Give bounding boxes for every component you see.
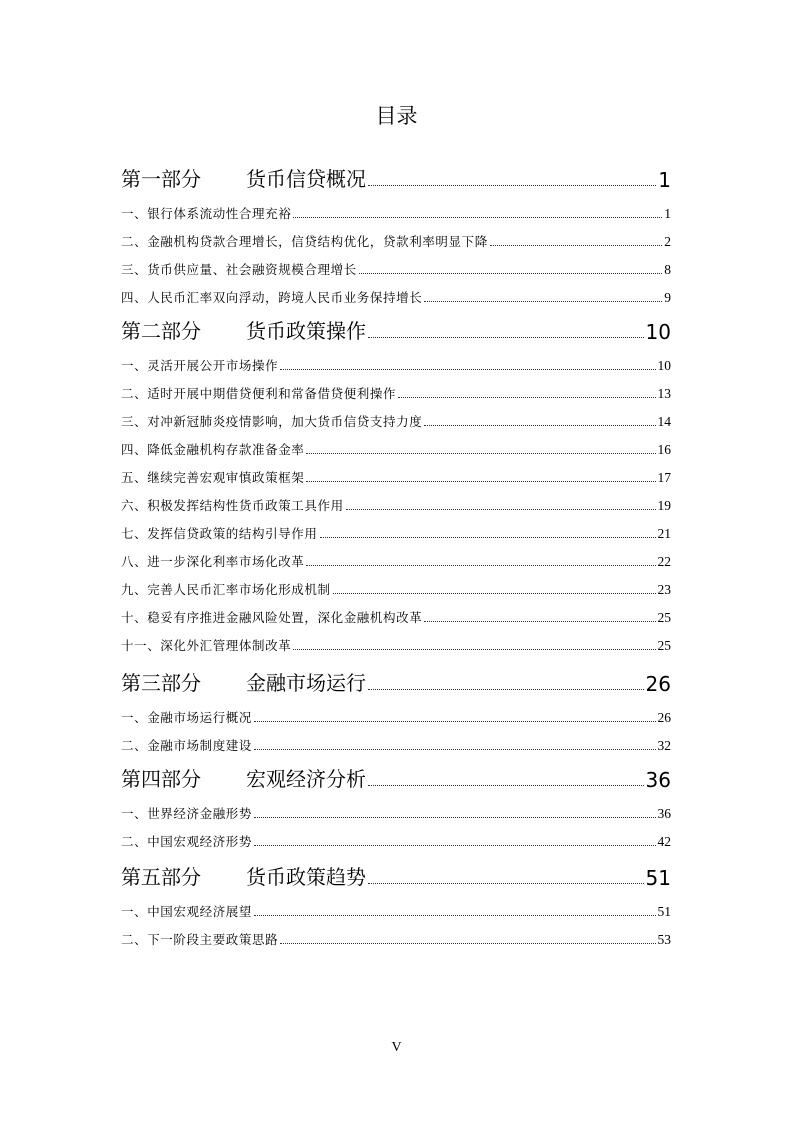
toc-item-label: 一、银行体系流动性合理充裕: [121, 206, 292, 221]
toc-item-entry[interactable]: [121, 802, 671, 822]
toc-part-title: 货币信贷概况: [246, 167, 366, 191]
toc-page-number: 36: [645, 768, 671, 792]
toc-part-entry[interactable]: [121, 760, 671, 792]
toc-item-label: 二、金融市场制度建设: [121, 738, 253, 753]
toc-item-label: 十、稳妥有序推进金融风险处置，深化金融机构改革: [121, 610, 423, 625]
toc-item-entry[interactable]: [121, 606, 671, 626]
dot-leader: [280, 369, 655, 370]
toc-part-label: [121, 163, 366, 192]
toc-item-entry[interactable]: [121, 734, 671, 754]
toc-page-number: 1: [664, 206, 671, 221]
toc-page-number: 36: [657, 806, 671, 821]
toc-part-number: 第一部分: [121, 167, 201, 191]
dot-leader: [254, 749, 655, 750]
page-number: V: [391, 1040, 402, 1055]
toc-item-entry[interactable]: [121, 900, 671, 920]
toc-page-number: 9: [664, 290, 671, 305]
toc-item-entry[interactable]: [121, 202, 671, 222]
toc-item-entry[interactable]: [121, 286, 671, 306]
toc-page-number: 51: [645, 866, 671, 890]
dot-leader: [490, 245, 662, 246]
dot-leader: [333, 593, 656, 594]
dot-leader: [424, 621, 655, 622]
dot-leader: [368, 785, 644, 786]
toc-item-label: 二、金融机构贷款合理增长，信贷结构优化，贷款利率明显下降: [121, 234, 488, 249]
toc-part-entry[interactable]: [121, 312, 671, 344]
toc-item-entry[interactable]: [121, 928, 671, 948]
dot-leader: [359, 273, 662, 274]
toc-item-entry[interactable]: [121, 830, 671, 850]
toc-part-number: 第二部分: [121, 319, 201, 343]
toc-part-title: 货币政策操作: [246, 319, 366, 343]
toc-page-number: 25: [657, 610, 671, 625]
dot-leader: [254, 915, 655, 916]
toc-part-entry[interactable]: [121, 858, 671, 890]
toc-item-label: 四、人民币汇率双向浮动，跨境人民币业务保持增长: [121, 290, 423, 305]
toc-item-label: 三、对冲新冠肺炎疫情影响，加大货币信贷支持力度: [121, 414, 423, 429]
dot-leader: [368, 185, 656, 186]
toc-item-label: 二、适时开展中期借贷便利和常备借贷便利操作: [121, 386, 397, 401]
dot-leader: [306, 481, 655, 482]
toc-page-number: 10: [657, 358, 671, 373]
toc-part-entry[interactable]: [121, 160, 671, 192]
toc-item-entry[interactable]: [121, 258, 671, 278]
toc-page-number: 21: [657, 526, 671, 541]
toc-page-number: 53: [657, 932, 671, 947]
toc-page-number: 13: [657, 386, 671, 401]
toc-part-label: [121, 861, 366, 890]
toc-page-number: 1: [658, 168, 671, 192]
dot-leader: [306, 453, 655, 454]
toc-part-title: 金融市场运行: [246, 671, 366, 695]
toc-page-number: 8: [664, 262, 671, 277]
toc-item-label: 四、降低金融机构存款准备金率: [121, 442, 305, 457]
toc-item-entry[interactable]: [121, 494, 671, 514]
toc-item-label: 七、发挥信贷政策的结构引导作用: [121, 526, 318, 541]
dot-leader: [320, 537, 656, 538]
toc-item-label: 一、中国宏观经济展望: [121, 904, 253, 919]
dot-leader: [424, 425, 655, 426]
toc-page-number: 19: [657, 498, 671, 513]
dot-leader: [293, 649, 655, 650]
toc-item-entry[interactable]: [121, 706, 671, 726]
toc-item-label: 一、灵活开展公开市场操作: [121, 358, 279, 373]
toc-page-number: 51: [657, 904, 671, 919]
dot-leader: [346, 509, 656, 510]
page-title: 目录: [375, 104, 418, 128]
toc-part-label: [121, 315, 366, 344]
toc-part-label: [121, 763, 366, 792]
dot-leader: [398, 397, 655, 398]
toc-part-label: [121, 667, 366, 696]
toc-page-number: 32: [657, 738, 671, 753]
toc-item-entry[interactable]: [121, 550, 671, 570]
toc-item-label: 八、进一步深化利率市场化改革: [121, 554, 305, 569]
toc-item-label: 九、完善人民币汇率市场化形成机制: [121, 582, 331, 597]
toc-item-entry[interactable]: [121, 230, 671, 250]
toc-item-entry[interactable]: [121, 634, 671, 654]
toc-page-number: 2: [664, 234, 671, 249]
toc-page-number: 22: [657, 554, 671, 569]
toc-item-label: 二、下一阶段主要政策思路: [121, 932, 279, 947]
toc-part-entry[interactable]: [121, 664, 671, 696]
toc-page-number: 26: [657, 710, 671, 725]
toc-part-number: 第三部分: [121, 671, 201, 695]
toc-page-number: 25: [657, 638, 671, 653]
toc-page-number: 17: [657, 470, 671, 485]
toc-item-entry[interactable]: [121, 522, 671, 542]
dot-leader: [368, 337, 644, 338]
toc-item-entry[interactable]: [121, 410, 671, 430]
toc-page-number: 23: [657, 582, 671, 597]
toc-part-number: 第四部分: [121, 767, 201, 791]
dot-leader: [254, 817, 655, 818]
dot-leader: [280, 943, 655, 944]
toc-part-title: 货币政策趋势: [246, 865, 366, 889]
toc-item-label: 六、积极发挥结构性货币政策工具作用: [121, 498, 344, 513]
toc-item-label: 二、中国宏观经济形势: [121, 834, 253, 849]
toc-item-entry[interactable]: [121, 438, 671, 458]
toc-item-label: 十一、深化外汇管理体制改革: [121, 638, 292, 653]
dot-leader: [254, 845, 655, 846]
toc-item-label: 一、金融市场运行概况: [121, 710, 253, 725]
dot-leader: [306, 565, 655, 566]
toc-page-number: 14: [657, 414, 671, 429]
dot-leader: [424, 301, 662, 302]
dot-leader: [368, 689, 644, 690]
dot-leader: [293, 217, 662, 218]
toc-part-title: 宏观经济分析: [246, 767, 366, 791]
toc-part-number: 第五部分: [121, 865, 201, 889]
toc-page-number: 16: [657, 442, 671, 457]
dot-leader: [368, 883, 644, 884]
toc-item-label: 一、世界经济金融形势: [121, 806, 253, 821]
toc-item-label: 五、继续完善宏观审慎政策框架: [121, 470, 305, 485]
toc-page-number: 10: [645, 320, 671, 344]
toc-item-entry[interactable]: [121, 578, 671, 598]
toc-item-entry[interactable]: [121, 382, 671, 402]
toc-item-entry[interactable]: [121, 466, 671, 486]
dot-leader: [254, 721, 655, 722]
toc-item-entry[interactable]: [121, 354, 671, 374]
toc-page-number: 26: [645, 672, 671, 696]
toc-item-label: 三、货币供应量、社会融资规模合理增长: [121, 262, 357, 277]
toc-page-number: 42: [657, 834, 671, 849]
